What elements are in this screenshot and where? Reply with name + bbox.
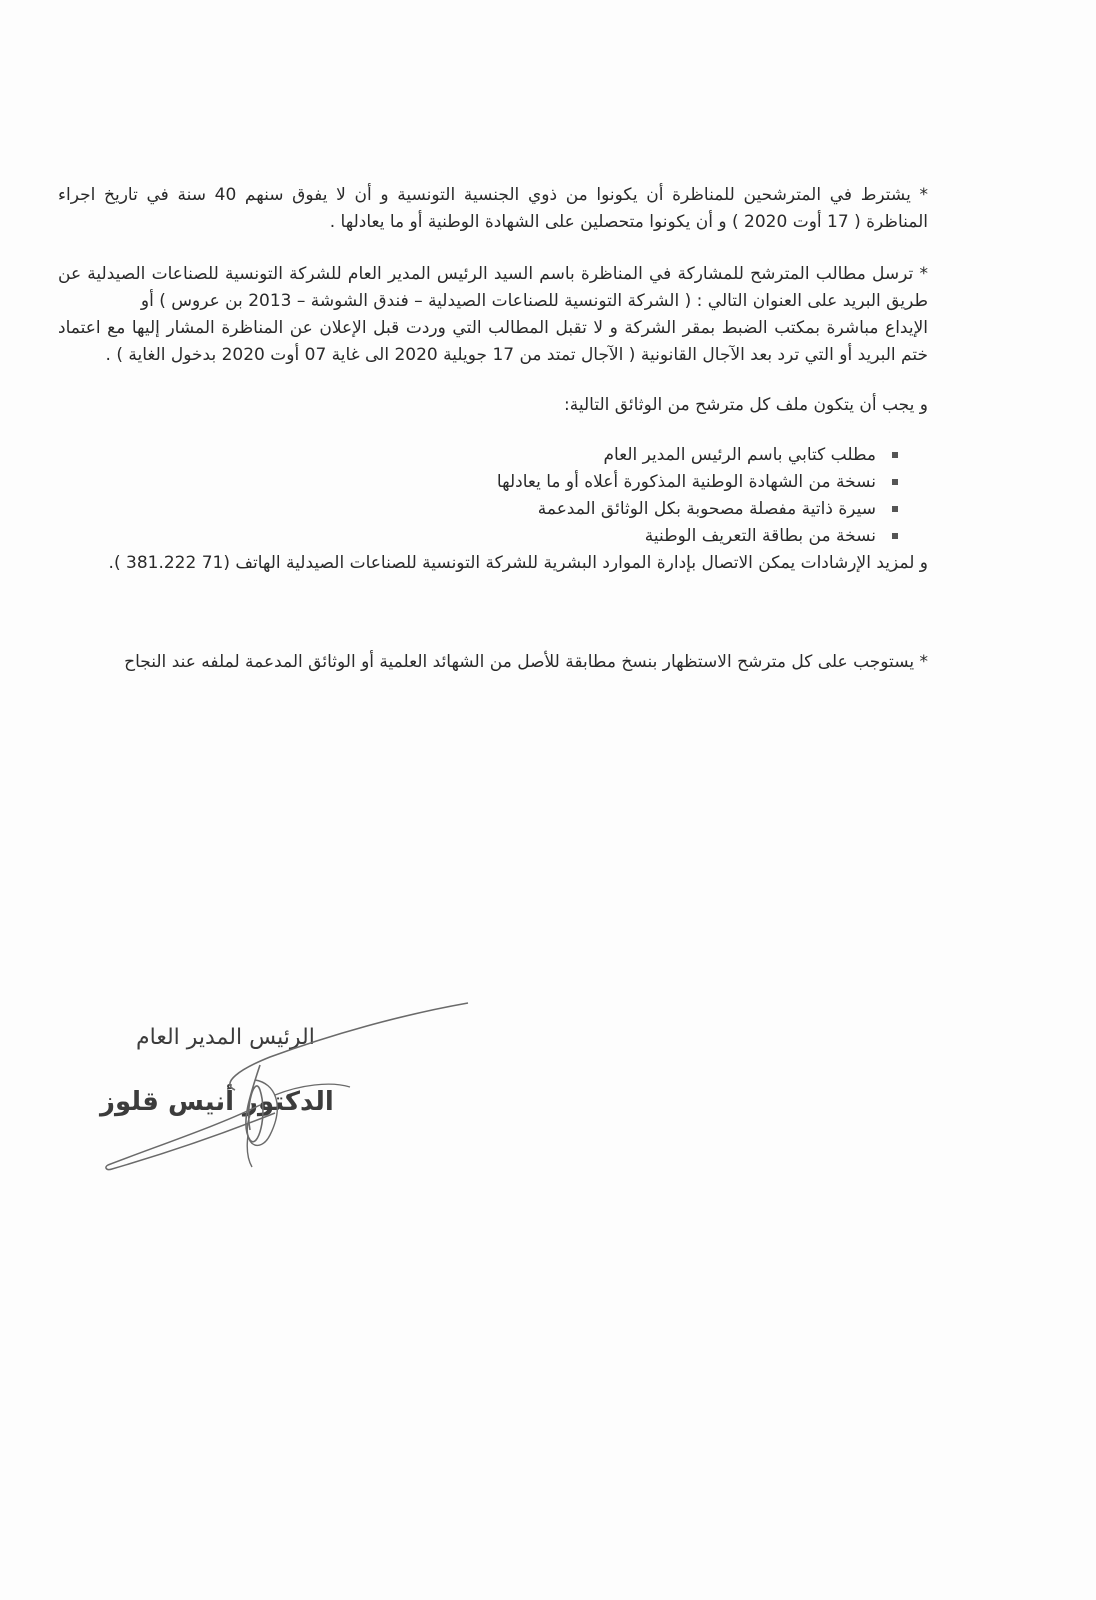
- paragraph-age-condition: * يشترط في المترشحين للمناظرة أن يكونوا من ذوي الجنسية التونسية و أن لا يفوق سنهم 40 سنة في تاريخ اجراء المناظرة ( 17 أوت 2020 ) و أن يكونوا متحصلين على الشهادة الوطنية أو ما يعادلها .: [58, 185, 928, 232]
- list-item: [58, 523, 898, 550]
- paragraph-original-copies: * يستوجب على كل مترشح الاستظهار بنسخ مطابقة للأصل من الشهائد العلمية أو الوثائق المدعمة لملفه عند النجاح: [124, 652, 928, 672]
- list-item: [58, 442, 898, 469]
- paragraph-contact-info: و لمزيد الإرشادات يمكن الاتصال بإدارة الموارد البشرية للشركة التونسية للصناعات الصيدلية الهاتف (71 381.222 ).: [108, 553, 928, 573]
- paragraph-direct-deposit: الإيداع مباشرة بمكتب الضبط بمقر الشركة و لا تقبل المطالب التي وردت قبل الإعلان عن المناظرة المشار إليها مع اعتماد ختم البريد أو التي ترد بعد الآجال القانونية ( الآجال تمتد من 17 جويلية 2020 الى غاية 07 أوت 2020 بدخول الغاية ) .: [58, 318, 928, 365]
- bullet-icon: [892, 533, 898, 539]
- signature-block: [100, 995, 480, 1185]
- list-item-text: مطلب كتابي باسم الرئيس المدير العام: [603, 445, 876, 465]
- list-item-text: نسخة من الشهادة الوطنية المذكورة أعلاه أو ما يعادلها: [496, 472, 876, 492]
- paragraph-file-intro: و يجب أن يتكون ملف كل مترشح من الوثائق التالية:: [563, 395, 928, 415]
- list-item: [58, 469, 898, 496]
- signatory-name: الدكتور أنيس قلوز: [100, 1087, 334, 1117]
- bullet-icon: [892, 506, 898, 512]
- handwritten-signature-icon: [100, 995, 480, 1185]
- bullet-icon: [892, 479, 898, 485]
- paragraph-send-application: * ترسل مطالب المترشح للمشاركة في المناظرة باسم السيد الرئيس المدير العام للشركة التونسية للصناعات الصيدلية عن طريق البريد على العنوان التالي : ( الشركة التونسية للصناعات الصيدلية – فندق الشوشة – 2013 بن عروس ) أو: [58, 264, 928, 311]
- requirements-list: [58, 442, 928, 550]
- bullet-icon: [892, 452, 898, 458]
- list-item-text: سيرة ذاتية مفصلة مصحوبة بكل الوثائق المدعمة: [537, 499, 876, 519]
- list-item: [58, 496, 898, 523]
- list-item-text: نسخة من بطاقة التعريف الوطنية: [644, 526, 876, 546]
- signatory-title: الرئيس المدير العام: [136, 1025, 315, 1050]
- document-body: [58, 182, 928, 676]
